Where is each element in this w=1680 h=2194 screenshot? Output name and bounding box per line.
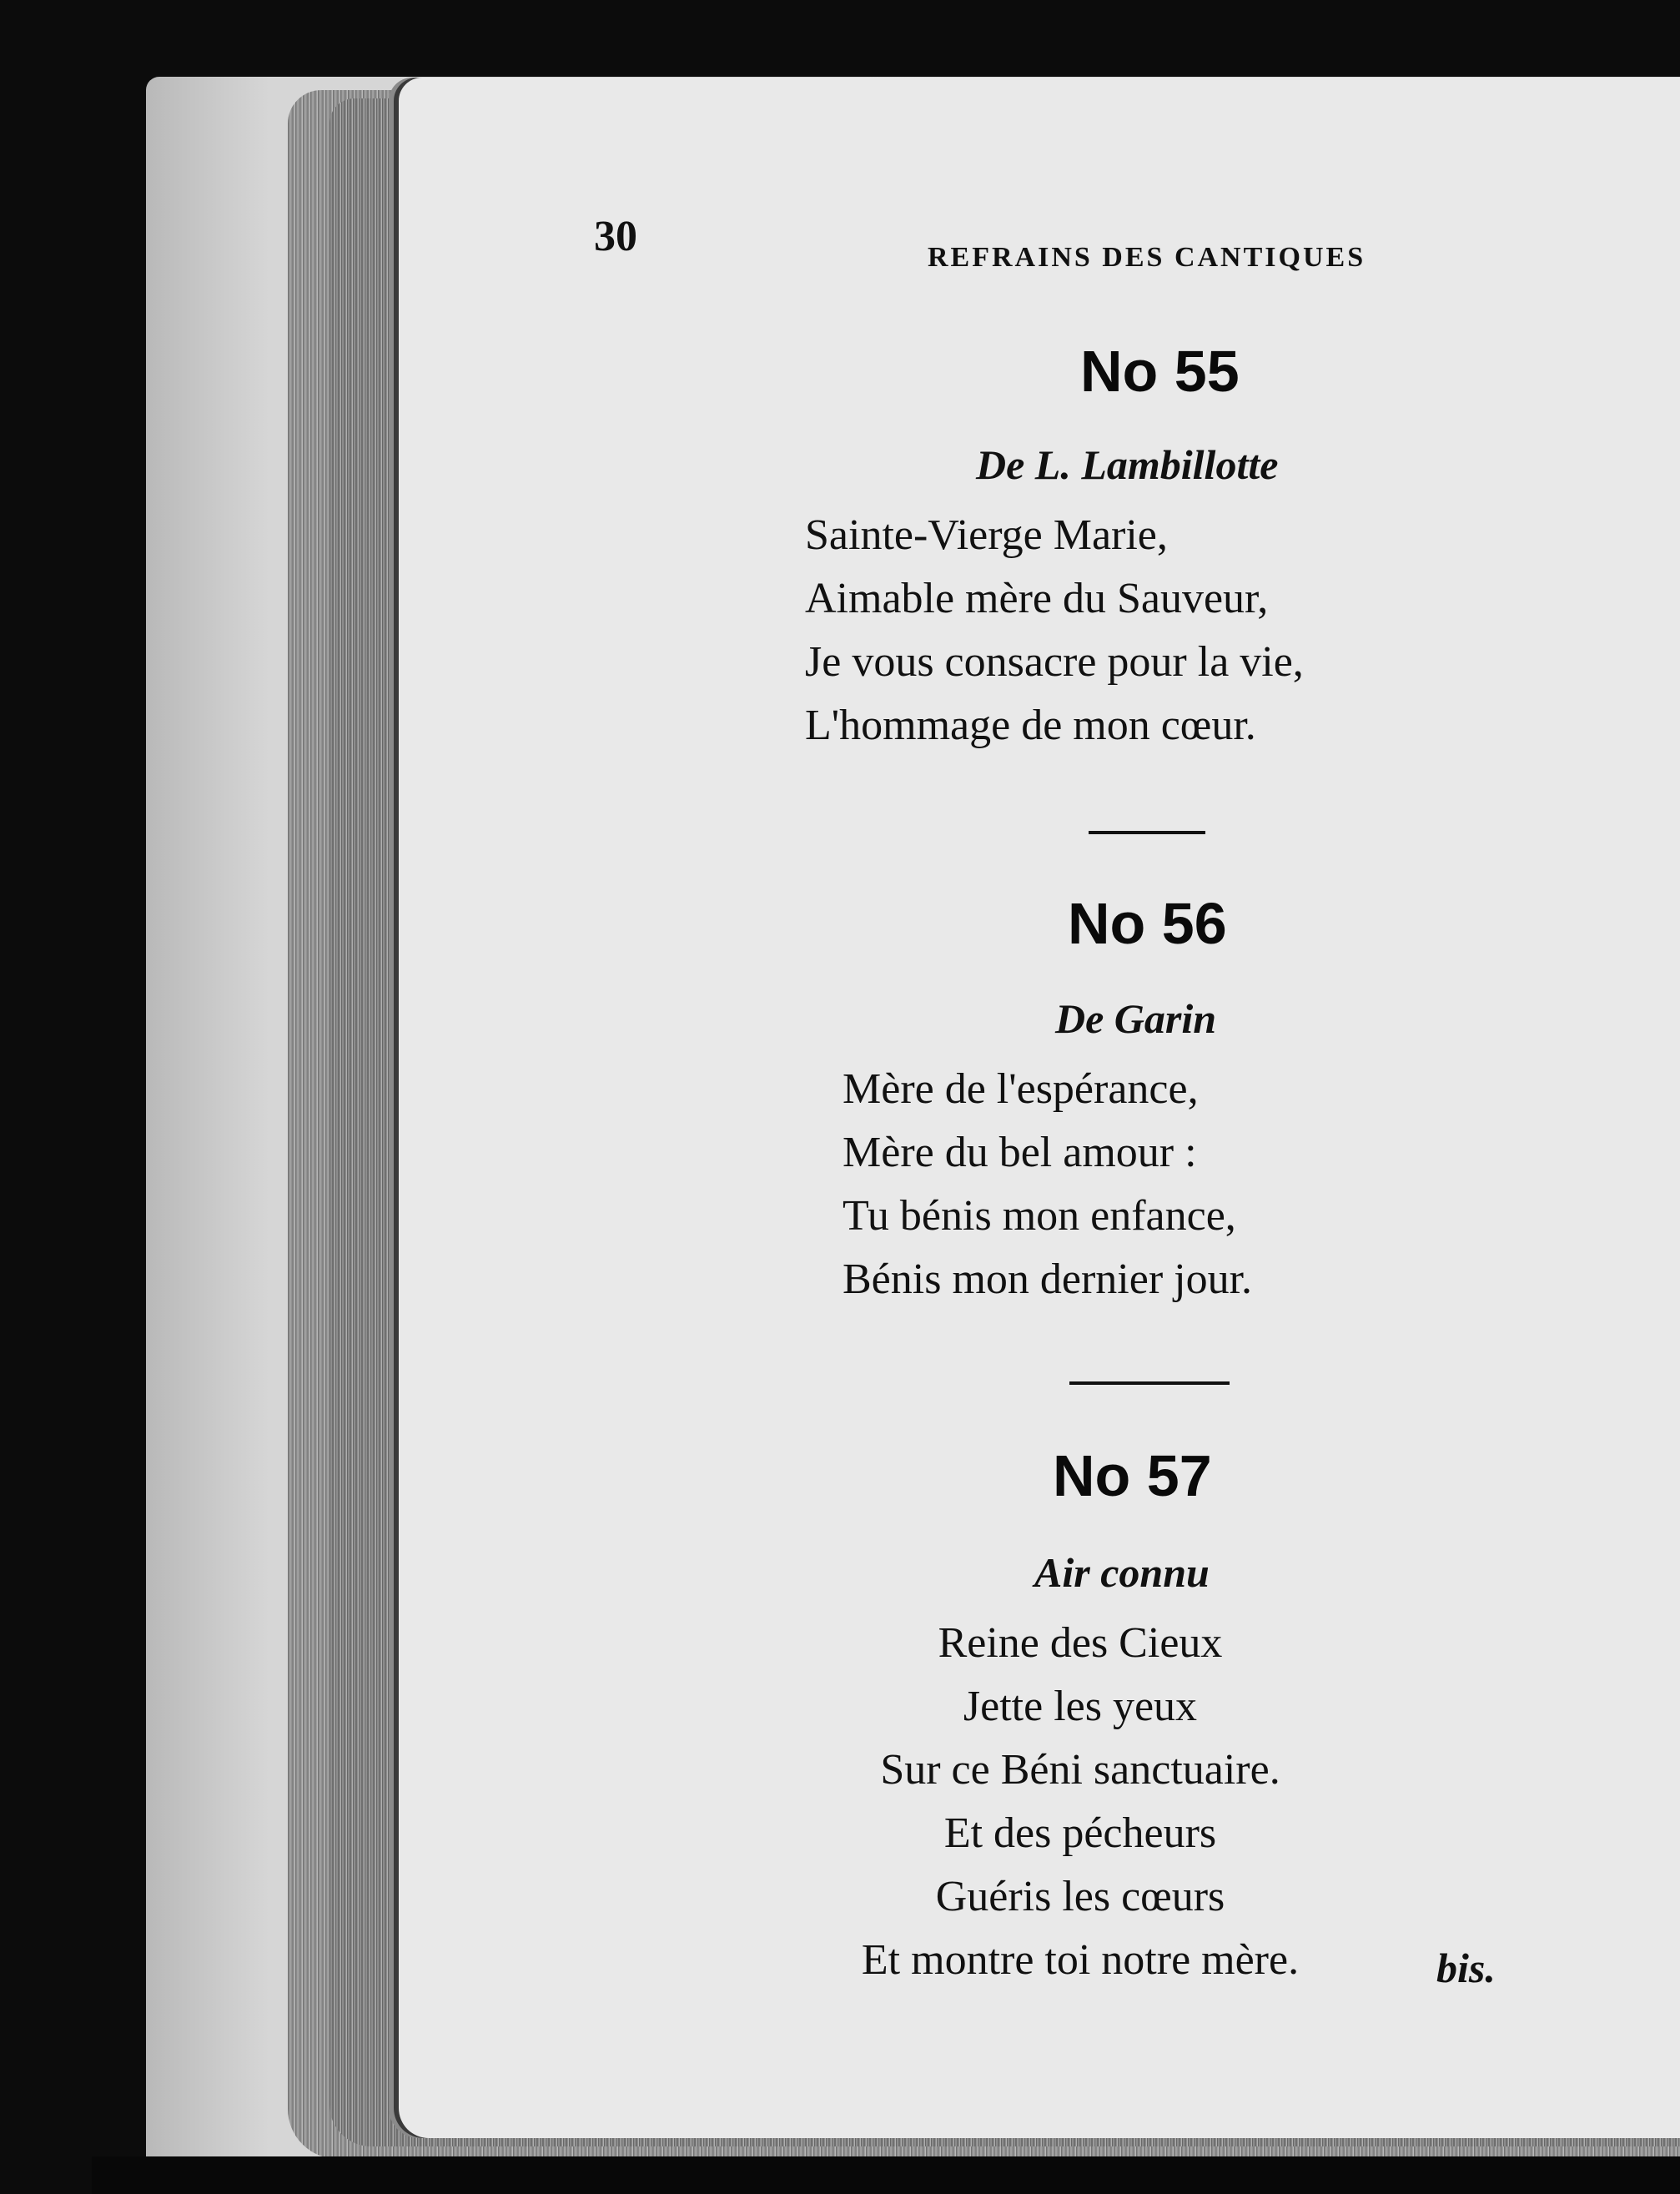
- hymn-57-line-5: Guéris les cœurs: [935, 1873, 1225, 1920]
- page-number: 30: [594, 213, 637, 260]
- hymn-56-attribution: De Garin: [1055, 995, 1217, 1042]
- hymn-57-attribution: Air connu: [1034, 1549, 1210, 1596]
- section-divider: [1089, 831, 1205, 834]
- hymn-57-line-4: Et des pécheurs: [943, 1809, 1217, 1857]
- hymn-55-verse: [805, 504, 1304, 757]
- hymn-56-line-1: Mère de l'espérance,: [843, 1065, 1199, 1113]
- hymn-56-number: No 56: [1068, 891, 1227, 956]
- running-header: REFRAINS DES CANTIQUES: [928, 242, 1366, 273]
- hymn-57-line-1: Reine des Cieux: [938, 1619, 1223, 1667]
- hymn-55-line-4: L'hommage de mon cœur.: [805, 702, 1256, 749]
- hymn-55-attribution: De L. Lambillotte: [976, 441, 1279, 488]
- hymn-57-number: No 57: [1053, 1443, 1212, 1508]
- hymn-56-line-2: Mère du bel amour :: [843, 1129, 1197, 1176]
- hymn-55-number: No 55: [1080, 339, 1240, 404]
- hymn-55-line-2: Aimable mère du Sauveur,: [805, 575, 1269, 622]
- bottom-shadow: [92, 2156, 1680, 2194]
- hymn-55-line-3: Je vous consacre pour la vie,: [805, 638, 1304, 686]
- section-divider: [1069, 1381, 1230, 1385]
- repeat-mark: bis.: [1436, 1945, 1496, 1991]
- hymn-56-line-4: Bénis mon dernier jour.: [843, 1256, 1253, 1303]
- hymn-56-verse: [843, 1058, 1252, 1311]
- hymn-57-line-2: Jette les yeux: [963, 1683, 1198, 1730]
- hymn-55-line-1: Sainte-Vierge Marie,: [805, 511, 1168, 559]
- hymn-57-line-3: Sur ce Béni sanctuaire.: [880, 1746, 1280, 1794]
- hymn-57-line-6: Et montre toi notre mère.: [861, 1936, 1300, 1984]
- hymn-57-verse: [822, 1612, 1339, 1992]
- hymn-56-line-3: Tu bénis mon enfance,: [843, 1192, 1236, 1240]
